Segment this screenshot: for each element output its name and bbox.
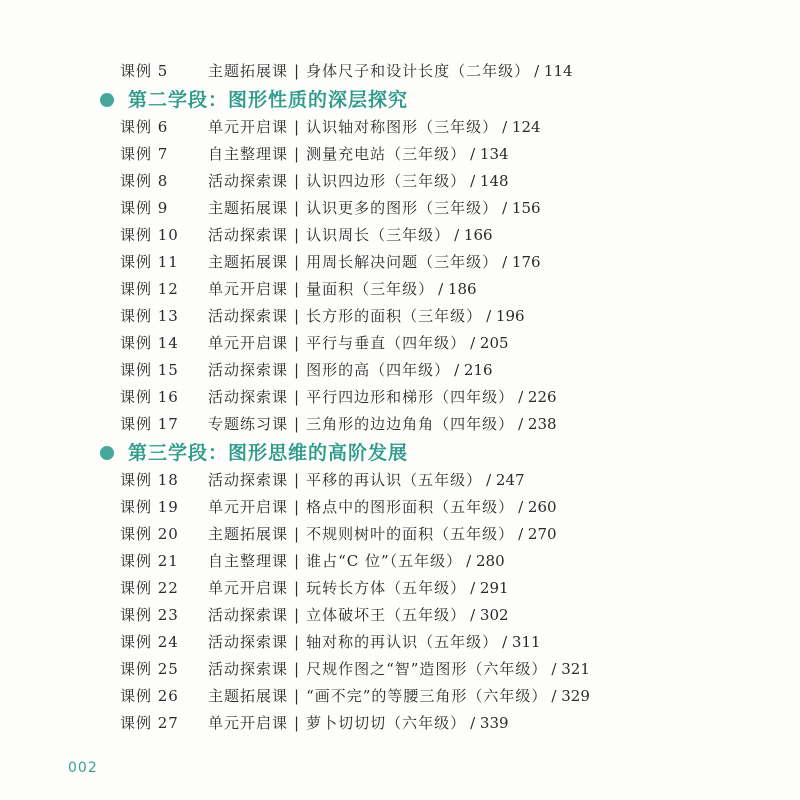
lesson-type: 单元开启课 [208,280,289,298]
lesson-type: 主题拓展课 [208,253,289,271]
lesson-title: 用周长解决问题（三年级） [306,253,499,271]
toc-entry[interactable] [120,710,509,737]
entry-number: 课例 6 [120,118,169,136]
entry-number: 课例 20 [120,525,179,543]
toc-entry[interactable] [120,249,541,276]
page-ref: / 339 [470,714,509,732]
lesson-title: 认识更多的图形（三年级） [306,199,499,217]
separator: | [294,388,301,406]
separator: | [294,552,301,570]
section-title: 第三学段：图形思维的高阶发展 [128,442,409,464]
separator: | [294,525,301,543]
lesson-title: 不规则树叶的面积（五年级） [306,525,515,543]
page-ref: / 329 [551,687,590,705]
lesson-type: 活动探索课 [208,361,289,379]
entry-number: 课例 12 [120,280,179,298]
separator: | [294,606,301,624]
lesson-type: 主题拓展课 [208,525,289,543]
entry-number: 课例 13 [120,307,179,325]
separator: | [294,253,301,271]
bullet-dot-icon [100,446,114,460]
page-ref: / 124 [502,118,541,136]
lesson-type: 主题拓展课 [208,199,289,217]
toc-entry[interactable] [120,384,557,411]
toc-entry[interactable] [120,222,493,249]
separator: | [294,172,301,190]
toc-entry[interactable] [120,494,557,521]
lesson-type: 活动探索课 [208,388,289,406]
entry-number: 课例 24 [120,633,179,651]
entry-number: 课例 23 [120,606,179,624]
toc-entry[interactable] [120,303,525,330]
toc-entry[interactable] [120,683,590,710]
toc-entry[interactable] [120,141,509,168]
entry-number: 课例 17 [120,415,179,433]
lesson-type: 单元开启课 [208,579,289,597]
lesson-title: 玩转长方体（五年级） [306,579,467,597]
separator: | [294,118,301,136]
entry-number: 课例 5 [120,62,169,80]
page-ref: / 321 [551,660,590,678]
toc-entry[interactable] [120,521,557,548]
separator: | [294,62,301,80]
lesson-type: 活动探索课 [208,226,289,244]
page-ref: / 216 [454,361,493,379]
toc-entry[interactable] [120,548,505,575]
entry-number: 课例 10 [120,226,179,244]
lesson-title: 尺规作图之“智”造图形（六年级） [306,660,548,678]
lesson-title: 平行与垂直（四年级） [306,334,467,352]
toc-entry[interactable] [120,629,541,656]
toc-entry[interactable] [120,411,557,438]
lesson-type: 单元开启课 [208,714,289,732]
page-ref: / 186 [438,280,477,298]
page-ref: / 247 [486,471,525,489]
lesson-title: 认识四边形（三年级） [306,172,467,190]
separator: | [294,660,301,678]
lesson-title: 平行四边形和梯形（四年级） [306,388,515,406]
lesson-type: 活动探索课 [208,633,289,651]
toc-entry[interactable] [120,114,541,141]
page-ref: / 238 [518,415,557,433]
page-ref: / 148 [470,172,509,190]
lesson-type: 单元开启课 [208,334,289,352]
section-heading [100,438,408,468]
entry-number: 课例 21 [120,552,179,570]
separator: | [294,307,301,325]
lesson-title: 认识周长（三年级） [306,226,451,244]
lesson-title: 平移的再认识（五年级） [306,471,483,489]
toc-entry[interactable] [120,195,541,222]
toc-entry[interactable] [120,168,509,195]
lesson-title: 长方形的面积（三年级） [306,307,483,325]
separator: | [294,415,301,433]
page-ref: / 114 [534,62,573,80]
entry-number: 课例 18 [120,471,179,489]
lesson-type: 自主整理课 [208,145,289,163]
section-title: 第二学段：图形性质的深层探究 [128,89,409,111]
separator: | [294,471,301,489]
entry-number: 课例 26 [120,687,179,705]
lesson-title: 立体破坏王（五年级） [306,606,467,624]
toc-entry[interactable] [120,467,525,494]
page-ref: / 196 [486,307,525,325]
lesson-title: 测量充电站（三年级） [306,145,467,163]
lesson-type: 主题拓展课 [208,62,289,80]
bullet-dot-icon [100,93,114,107]
page-ref: / 302 [470,606,509,624]
separator: | [294,687,301,705]
entry-number: 课例 11 [120,253,179,271]
page-ref: / 260 [518,498,557,516]
lesson-title: 认识轴对称图形（三年级） [306,118,499,136]
lesson-type: 活动探索课 [208,471,289,489]
lesson-title: 身体尺子和设计长度（二年级） [306,62,531,80]
page-number: 002 [68,760,98,776]
separator: | [294,145,301,163]
page-ref: / 205 [470,334,509,352]
separator: | [294,714,301,732]
separator: | [294,633,301,651]
toc-entry[interactable] [120,357,493,384]
toc-entry[interactable] [120,575,509,602]
entry-number: 课例 22 [120,579,179,597]
lesson-type: 主题拓展课 [208,687,289,705]
entry-number: 课例 9 [120,199,169,217]
lesson-title: 轴对称的再认识（五年级） [306,633,499,651]
lesson-type: 活动探索课 [208,307,289,325]
entry-number: 课例 14 [120,334,179,352]
separator: | [294,579,301,597]
entry-number: 课例 15 [120,361,179,379]
entry-number: 课例 8 [120,172,169,190]
lesson-type: 活动探索课 [208,660,289,678]
separator: | [294,498,301,516]
lesson-title: 图形的高（四年级） [306,361,451,379]
entry-number: 课例 16 [120,388,179,406]
toc-entry[interactable] [120,58,573,85]
page-ref: / 270 [518,525,557,543]
lesson-title: 萝卜切切切（六年级） [306,714,467,732]
separator: | [294,361,301,379]
page-ref: / 280 [466,552,505,570]
toc-entry[interactable] [120,276,477,303]
separator: | [294,334,301,352]
page-ref: / 226 [518,388,557,406]
lesson-type: 专题练习课 [208,415,289,433]
lesson-type: 单元开启课 [208,118,289,136]
entry-number: 课例 7 [120,145,169,163]
entry-number: 课例 27 [120,714,179,732]
toc-entry[interactable] [120,330,509,357]
lesson-title: 量面积（三年级） [306,280,435,298]
separator: | [294,280,301,298]
separator: | [294,226,301,244]
page-ref: / 166 [454,226,493,244]
lesson-type: 自主整理课 [208,552,289,570]
page-ref: / 134 [470,145,509,163]
lesson-type: 活动探索课 [208,606,289,624]
toc-entry[interactable] [120,602,509,629]
lesson-title: 格点中的图形面积（五年级） [306,498,515,516]
lesson-title: “画不完”的等腰三角形（六年级） [306,687,548,705]
entry-number: 课例 25 [120,660,179,678]
page-ref: / 291 [470,579,509,597]
lesson-title: 三角形的边边角角（四年级） [306,415,515,433]
lesson-type: 单元开启课 [208,498,289,516]
page-ref: / 311 [502,633,541,651]
entry-number: 课例 19 [120,498,179,516]
separator: | [294,199,301,217]
page-ref: / 176 [502,253,541,271]
toc-entry[interactable] [120,656,590,683]
lesson-type: 活动探索课 [208,172,289,190]
section-heading [100,85,408,115]
lesson-title: 谁占“C 位”（五年级） [306,552,463,570]
page-ref: / 156 [502,199,541,217]
